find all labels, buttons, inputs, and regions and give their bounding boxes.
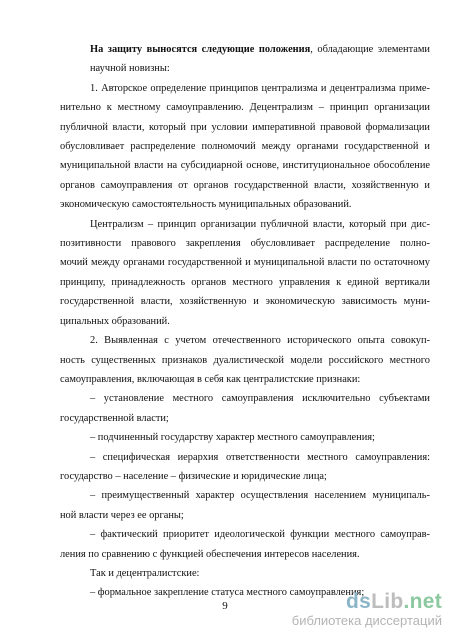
list-item	[60, 486, 430, 525]
dslib-subtitle: библиотека диссертаций	[291, 613, 442, 628]
text-line: публичной власти, который при условии императивной правовой формализации	[60, 121, 430, 133]
text-line: обусловливает распределение полномочий между органами государственной и	[60, 141, 430, 153]
paragraph-2	[60, 215, 430, 331]
intro-bold-text: На защиту выносятся следующие положения	[90, 44, 311, 55]
text-line: экономическую самостоятельность муниципальных образований.	[60, 199, 352, 211]
text-line: ципальных образований.	[60, 315, 170, 327]
text-line: – специфическая иерархия ответственности местного самоуправления:	[90, 451, 430, 463]
list-item	[60, 448, 430, 487]
text-line: государственной власти, хозяйственную и экономическую зависимость муни-	[60, 296, 430, 308]
text-line: Централизм – принцип организации публичной власти, который при дис-	[90, 218, 430, 230]
text-line: самоуправления, включающая в себя как централистские признаки:	[60, 373, 361, 385]
text-line: органов самоуправления от органов государственной власти, хозяйственную и	[60, 179, 430, 191]
list-item	[60, 389, 430, 428]
text-line: муниципальной власти на субсидиарной основе, институциональное обособление	[60, 160, 430, 172]
text-line: 2. Выявленная с учетом отечественного исторического опыта совокуп-	[90, 335, 430, 347]
text-line: государство – население – физические и юридические лица;	[60, 470, 327, 482]
text-line: мочий между органами государственной и муниципальной власти по остаточному	[60, 257, 430, 269]
list-item	[60, 525, 430, 564]
intro-line-2: научной новизны:	[90, 63, 170, 75]
text-line: нительно к местному самоуправлению. Децентрализм – принцип организации	[60, 102, 430, 114]
dslib-logo: dsLib.net	[345, 590, 442, 613]
text-line: ность существенных признаков дуалистической модели российского местного	[60, 354, 430, 366]
text-line: государственной власти;	[60, 412, 169, 424]
dslib-watermark	[292, 591, 442, 628]
text-line: ной власти через ее органы;	[60, 509, 184, 521]
intro-paragraph	[60, 40, 430, 79]
text-line: Так и децентралистские:	[90, 567, 200, 579]
text-line: 1. Авторское определение принципов централизма и децентрализма приме-	[90, 82, 430, 94]
text-line: принципу, принадлежность органов местного управления к единой вертикали	[60, 276, 430, 288]
paragraph-decentralist	[60, 564, 430, 583]
list-item	[60, 428, 430, 447]
page-number: 9	[222, 600, 228, 612]
text-line: позитивности правового закрепления обусловливает распределение полно-	[60, 238, 430, 250]
text-line: – формальное закрепление статуса местного самоуправления;	[90, 587, 365, 599]
intro-line-1: На защиту выносятся следующие положения, обладающие элементами	[90, 44, 430, 55]
text-line: – фактический приоритет идеологической функции местного самоуправ-	[90, 529, 430, 541]
document-body	[60, 40, 430, 603]
paragraph-3	[60, 331, 430, 389]
text-line: ления по сравнению с функцией обеспечения интересов населения.	[60, 548, 360, 560]
text-line: – установление местного самоуправления исключительно субъектами	[90, 393, 430, 405]
text-line: – преимущественный характер осуществления населением муниципаль-	[90, 490, 430, 502]
paragraph-1	[60, 79, 430, 215]
text-line: – подчиненный государству характер местного самоуправления;	[90, 432, 375, 444]
